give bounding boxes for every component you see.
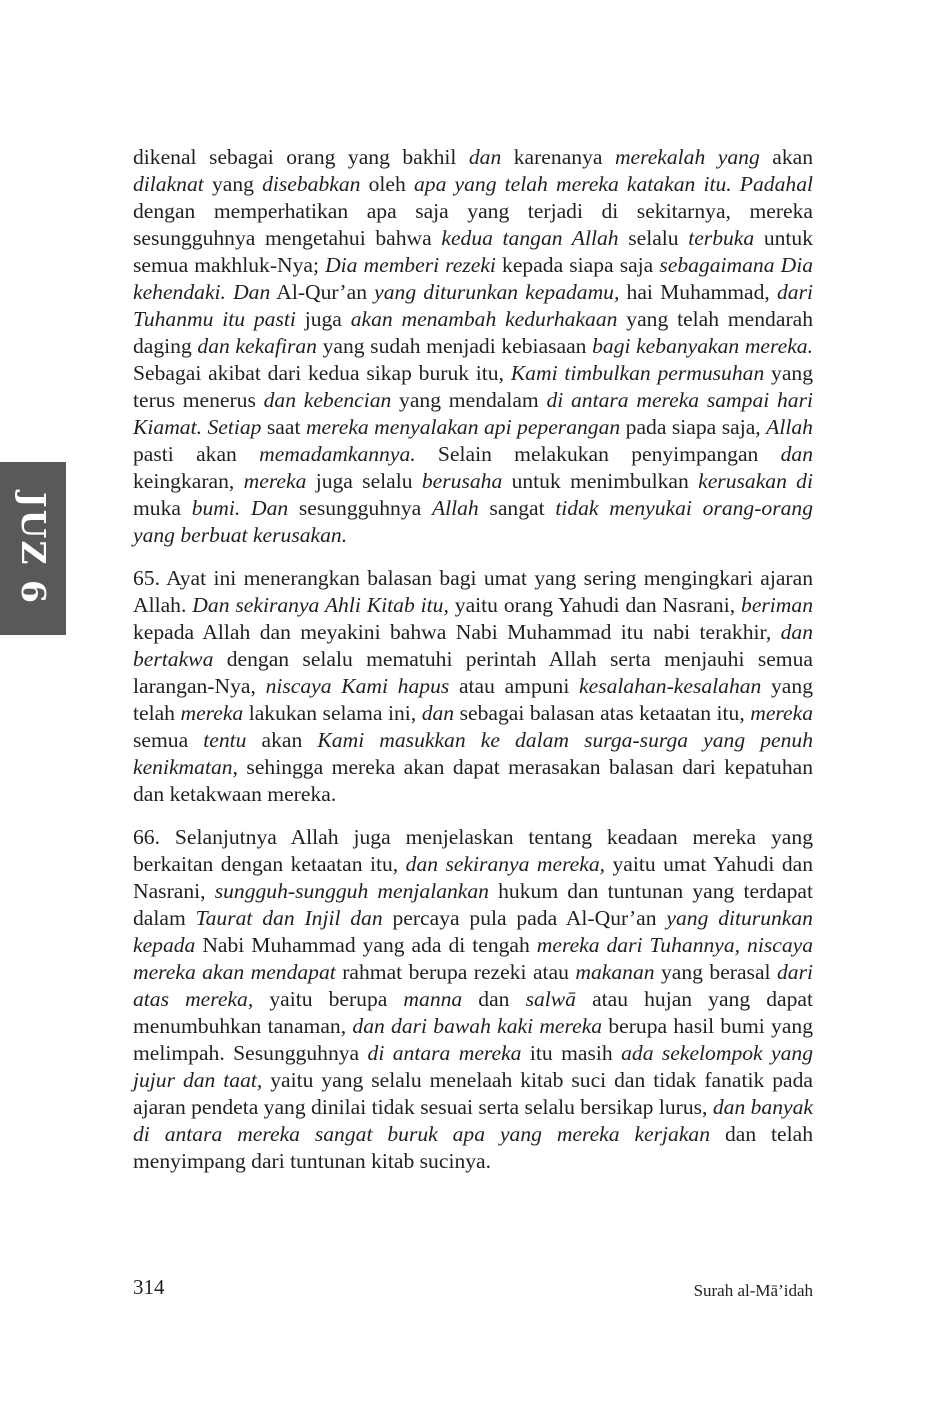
italic-text-run: dan bertakwa — [133, 620, 813, 671]
italic-text-run: mereka dari Tuhannya, niscaya mereka akan mendapat — [133, 933, 813, 984]
text-run: akan — [246, 728, 318, 752]
italic-text-run: sebagaimana Dia kehendaki. Dan — [133, 253, 813, 304]
italic-text-run: Dan sekiranya Ahli Kitab itu, — [192, 593, 449, 617]
italic-text-run: mereka — [243, 469, 307, 493]
text-run: dengan selalu mematuhi perintah Allah serta menjauhi semua larangan-Nya, — [133, 647, 813, 698]
italic-text-run: bagi kebanyakan mereka. — [592, 334, 813, 358]
italic-text-run: di antara mereka — [367, 1041, 522, 1065]
italic-text-run: manna — [403, 987, 463, 1011]
italic-text-run: mereka — [750, 701, 813, 725]
text-run: percaya pula pada Al-Qur’an — [382, 906, 667, 930]
italic-text-run: ada sekelompok yang jujur dan taat, — [133, 1041, 813, 1092]
italic-text-run: dari Tuhanmu itu pasti — [133, 280, 813, 331]
text-run: Nabi Muhammad yang ada di tengah — [195, 933, 537, 957]
text-run: sebagai balasan atas ketaatan itu, — [454, 701, 751, 725]
text-run: sehingga mereka akan dapat merasakan balasan dari kepatuhan dan ketakwaan mereka. — [133, 755, 813, 806]
running-title: Surah al-Mā’idah — [693, 1281, 813, 1300]
text-run: dikenal sebagai orang yang bakhil — [133, 145, 469, 169]
text-run: keingkaran, — [133, 469, 244, 493]
text-run: atau hujan yang dapat menumbuhkan tanaman, — [133, 987, 813, 1038]
italic-text-run: disebabkan — [262, 172, 361, 196]
text-run: dan telah menyimpang dari tuntunan kitab sucinya. — [133, 1122, 813, 1173]
text-run: yang telah mendarah daging — [133, 307, 814, 358]
italic-text-run: kerusakan di — [698, 469, 813, 493]
italic-text-run: mereka — [180, 701, 244, 725]
text-run: muka — [133, 496, 192, 520]
italic-text-run: dan dari bawah kaki mereka — [352, 1014, 603, 1038]
text-run: yang — [203, 172, 263, 196]
text-run: pada siapa saja, — [620, 415, 767, 439]
text-run: yang terus menerus — [133, 361, 813, 412]
text-run: yaitu orang Yahudi dan Nasrani, — [448, 593, 742, 617]
text-run: selalu — [618, 226, 689, 250]
italic-text-run: dan — [421, 701, 455, 725]
text-run: juga selalu — [306, 469, 422, 493]
italic-text-run: yang diturunkan kepadamu, — [374, 280, 620, 304]
text-run: lakukan selama ini, — [243, 701, 422, 725]
page-body — [133, 144, 813, 1191]
italic-text-run: dan kebencian — [263, 388, 392, 412]
text-run: sesungguhnya — [288, 496, 432, 520]
italic-text-run: yang diturunkan kepada — [133, 906, 813, 957]
italic-text-run: di antara mereka sampai hari Kiamat. Setiap — [133, 388, 813, 439]
italic-text-run: Dia memberi rezeki — [325, 253, 496, 277]
paragraph-commentary-66 — [133, 824, 813, 1175]
italic-text-run: Allah — [766, 415, 813, 439]
text-run: Sebagai akibat dari kedua sikap buruk itu, — [133, 361, 511, 385]
italic-text-run: dari atas mereka, — [133, 960, 813, 1011]
italic-text-run: Kami masukkan ke dalam surga-surga yang penuh kenikmatan, — [133, 728, 813, 779]
italic-text-run: bumi. Dan — [191, 496, 289, 520]
text-run: hai Muhammad, — [619, 280, 777, 304]
italic-text-run: terbuka — [688, 226, 755, 250]
italic-text-run: mereka menyalakan api peperangan — [305, 415, 621, 439]
juz-label: JUZ 6 — [13, 492, 53, 605]
text-run: Selain melakukan penyimpangan — [415, 442, 781, 466]
text-run: berupa hasil bumi yang melimpah. Sesungguhnya — [133, 1014, 813, 1065]
italic-text-run: Allah — [431, 496, 479, 520]
italic-text-run: salwā — [525, 987, 576, 1011]
italic-text-run: beriman — [741, 593, 813, 617]
text-run: sangat — [478, 496, 556, 520]
text-run: untuk semua makhluk-Nya; — [133, 226, 814, 277]
text-run: untuk menimbulkan — [502, 469, 699, 493]
text-run: saat — [261, 415, 306, 439]
text-run: 65. Ayat ini menerangkan balasan bagi umat yang sering mengingkari ajaran Allah. — [133, 566, 813, 617]
italic-text-run: akan menambah kedurhakaan — [350, 307, 618, 331]
text-run: akan — [759, 145, 813, 169]
text-run: juga — [295, 307, 351, 331]
italic-text-run: tentu — [203, 728, 247, 752]
text-run: semua — [133, 728, 204, 752]
italic-text-run: niscaya Kami hapus — [265, 674, 450, 698]
text-run: kepada Allah dan meyakini bahwa Nabi Muhammad itu nabi terakhir, — [133, 620, 781, 644]
italic-text-run: kesalahan-kesalahan — [579, 674, 762, 698]
page-footer — [133, 1272, 813, 1302]
text-run: dan — [462, 987, 526, 1011]
text-run: yang berasal — [654, 960, 777, 984]
text-run: kepada siapa saja — [495, 253, 660, 277]
italic-text-run: sungguh-sungguh menjalankan — [214, 879, 489, 903]
italic-text-run: tidak menyukai orang-orang yang berbuat kerusakan. — [133, 496, 814, 547]
text-run: atau ampuni — [449, 674, 580, 698]
text-run: yaitu berupa — [253, 987, 404, 1011]
text-run: 66. Selanjutnya Allah juga menjelaskan tentang keadaan mereka yang berkaitan dengan ketaatan itu, — [133, 825, 813, 876]
italic-text-run: berusaha — [421, 469, 503, 493]
italic-text-run: makanan — [575, 960, 655, 984]
text-run: hukum dan tuntunan yang terdapat dalam — [133, 879, 814, 930]
text-run: yang sudah menjadi kebiasaan — [316, 334, 593, 358]
paragraph-commentary-64 — [133, 144, 813, 549]
juz-side-tab — [0, 462, 66, 635]
text-run: yang mendalam — [391, 388, 547, 412]
text-run: dengan memperhatikan apa saja yang terjadi di sekitarnya, mereka sesungguhnya mengetahui bahwa — [133, 199, 813, 250]
text-run: karenanya — [501, 145, 615, 169]
page-number: 314 — [133, 1275, 165, 1299]
text-run: pasti akan — [133, 442, 260, 466]
italic-text-run: kedua tangan Allah — [441, 226, 619, 250]
text-run: yaitu yang selalu menelaah kitab suci dan tidak fanatik pada ajaran pendeta yang dinilai tidak sesuai serta selalu bersikap lurus, — [133, 1068, 813, 1119]
italic-text-run: dan — [780, 442, 814, 466]
italic-text-run: apa yang telah mereka katakan itu. Padahal — [413, 172, 813, 196]
text-run: yaitu umat Yahudi dan Nasrani, — [133, 852, 813, 903]
paragraph-commentary-65 — [133, 565, 813, 808]
italic-text-run: dan — [468, 145, 502, 169]
text-run: oleh — [360, 172, 414, 196]
italic-text-run: Kami timbulkan permusuhan — [510, 361, 765, 385]
text-run: Al-Qur’an — [270, 280, 375, 304]
italic-text-run: dan banyak di antara mereka sangat buruk apa yang mereka kerjakan — [133, 1095, 813, 1146]
italic-text-run: Taurat dan Injil dan — [195, 906, 383, 930]
text-run: yang telah — [133, 674, 813, 725]
italic-text-run: merekalah yang — [614, 145, 760, 169]
italic-text-run: dan sekiranya mereka, — [405, 852, 606, 876]
italic-text-run: dilaknat — [133, 172, 204, 196]
text-run: itu masih — [521, 1041, 622, 1065]
italic-text-run: memadamkannya. — [259, 442, 416, 466]
italic-text-run: dan kekafiran — [197, 334, 317, 358]
text-run: rahmat berupa rezeki atau — [335, 960, 576, 984]
